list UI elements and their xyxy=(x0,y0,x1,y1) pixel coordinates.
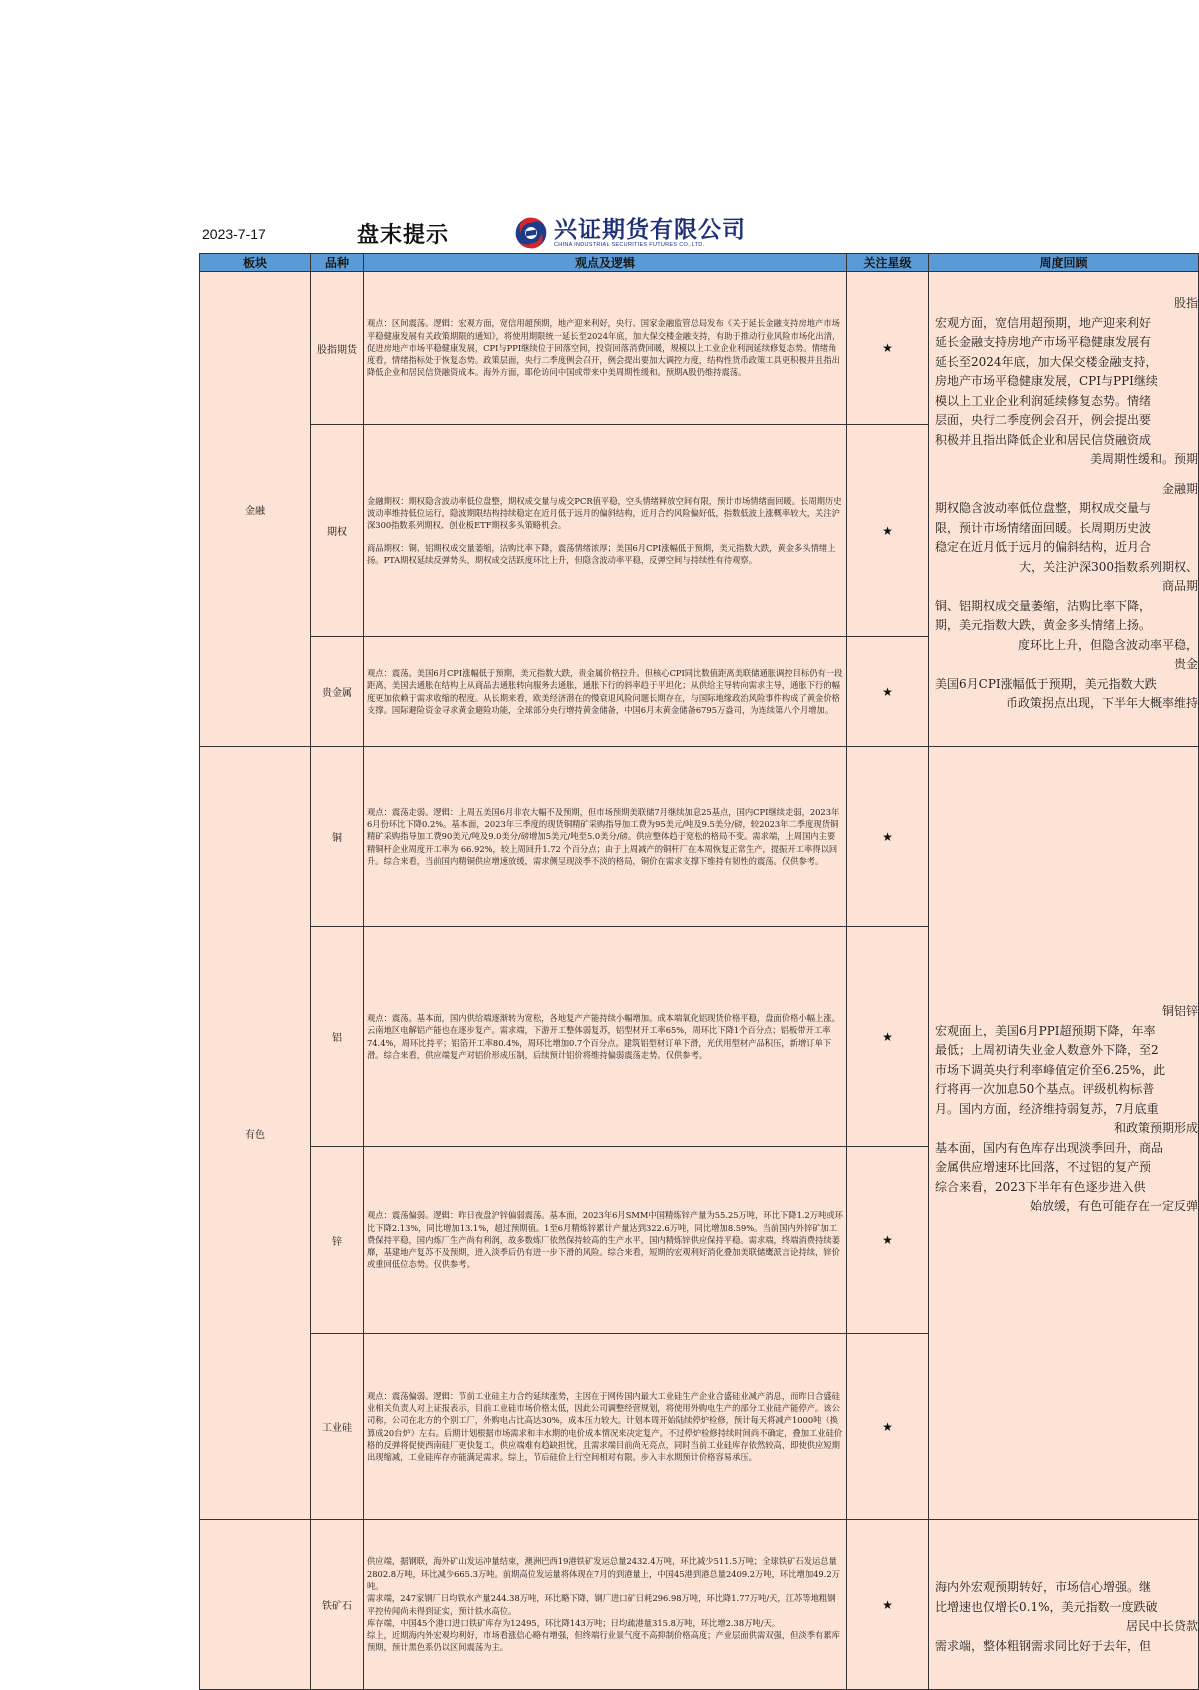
star-rating: ★ xyxy=(847,927,929,1147)
review-line: 股指 xyxy=(1173,296,1198,310)
variety-cell: 贵金属 xyxy=(311,637,364,747)
column-header-review: 周度回顾 xyxy=(929,253,1199,272)
variety-cell: 铁矿石 xyxy=(311,1520,364,1690)
sector-cell-finance: 金融 xyxy=(199,272,311,747)
column-header-variety: 品种 xyxy=(311,253,364,272)
star-rating: ★ xyxy=(847,1334,929,1520)
star-rating: ★ xyxy=(847,1147,929,1334)
logic-text: 观点：震荡。美国6月CPI涨幅低于预期，美元指数大跌，贵金属价格拉升。但核心CPI同比数值距离美联储通胀调控目标仍有一段距离，美国去通胀在结构上从商品去通胀转向服务去通胀，通胀下行的斜率趋于平坦化；从供给主导转向需求主导，通胀下行的幅度更加依赖于需求收缩的程度。从长期来看，欧美经济潜在的慢衰退风险问题长期存在，与国际地缘政治风险事件构成了黄金价格支撑。国际避险资金寻求黄金避险功能，全球部分央行增持黄金储备，中国6月末黄金储备6795万盎司，为连续第八个月增加。 xyxy=(367,667,843,715)
star-rating: ★ xyxy=(847,637,929,747)
review-line: 海内外宏观预期转好，市场信心增强。继 xyxy=(935,1580,1152,1594)
review-line: 行将再一次加息50个基点。评级机构标普 xyxy=(935,1082,1155,1096)
logic-cell xyxy=(364,927,847,1147)
column-header-stars: 关注星级 xyxy=(847,253,929,272)
review-line: 积极并且指出降低企业和居民信贷融资成 xyxy=(935,432,1152,447)
review-line: 大，关注沪深300指数系列期权、 xyxy=(1019,559,1198,574)
review-line xyxy=(935,470,1198,480)
variety-cell: 股指期货 xyxy=(311,272,364,425)
review-line: 限，预计市场情绪面回暖。长周期历史波 xyxy=(935,520,1152,535)
column-header-logic: 观点及逻辑 xyxy=(364,253,847,272)
company-name-cn: 兴证期货有限公司 xyxy=(554,216,746,243)
review-line: 市场下调英央行利率峰值定价至6.25%，此 xyxy=(935,1062,1166,1077)
date-label: 2023-7-17 xyxy=(202,226,266,242)
variety-cell: 铜 xyxy=(311,747,364,927)
logic-cell xyxy=(364,425,847,637)
review-line: 宏观方面，宽信用超预期，地产迎来利好 xyxy=(935,315,1152,330)
review-line: 金属供应增速环比回落，不过铝的复产预 xyxy=(935,1160,1152,1174)
weekly-review-cell xyxy=(929,1520,1199,1690)
document-title: 盘末提示 xyxy=(357,222,450,248)
review-line: 延长金融支持房地产市场平稳健康发展有 xyxy=(935,335,1152,349)
review-line: 基本面，国内有色库存出现淡季回升，商品 xyxy=(935,1140,1164,1155)
review-line: 稳定在近月低于远月的偏斜结构，近月合 xyxy=(935,540,1152,554)
review-line: 和政策预期形成 xyxy=(1113,1121,1198,1135)
review-line: 度环比上升，但隐含波动率平稳， xyxy=(1017,637,1198,652)
logic-text: 商品期权：铜、铝期权成交量萎缩，沽购比率下降，震荡情绪浓厚；美国6月CPI涨幅低于预期，美元指数大跌，黄金多头情绪上扬。PTA期权延续反弹势头，期权成交活跃度环比上升，但隐含波动率平稳，反弹空间与持续性有待观察。 xyxy=(367,542,836,565)
sector-cell-nonferrous: 有色 xyxy=(199,747,311,1520)
variety-cell: 工业硅 xyxy=(311,1334,364,1520)
review-line: 期，美元指数大跌，黄金多头情绪上扬。 xyxy=(935,618,1152,632)
logic-cell xyxy=(364,1147,847,1334)
review-line: 月。国内方面，经济维持弱复苏，7月底重 xyxy=(935,1101,1159,1116)
review-line: 层面，央行二季度例会召开，例会提出要 xyxy=(935,413,1152,427)
review-line: 始放缓，有色可能存在一定反弹 xyxy=(1029,1199,1198,1213)
review-line: 模以上工业企业利润延续修复态势。情绪 xyxy=(935,393,1152,408)
review-line: 币政策拐点出现，下半年大概率维持 xyxy=(1005,696,1198,710)
company-name-en: CHINA INDUSTRIAL SECURITIES FUTURES CO.,LTD. xyxy=(554,242,705,248)
variety-cell: 锌 xyxy=(311,1147,364,1334)
review-line: 最低；上周初请失业金人数意外下降，至2 xyxy=(935,1043,1159,1057)
logic-text: 供应端，据钢联，海外矿山发运冲量结束，澳洲巴西19港铁矿发运总量2432.4万吨，环比减少511.5万吨；全球铁矿石发运总量2802.8万吨，环比减少665.3万吨。前期高位发运量将体现在7月的到港量上，中国45港到港总量2409.2万吨，环比增加49.2万吨。 需求端，247家钢厂日均铁水产量244.38万吨，环比略下降，钢厂进口矿日耗296.98万吨，环比降1.77万吨/天，江苏等地粗钢平控传闻尚未得到证实，预计铁水高位。 库存端，中国45个港口进口铁矿库存为12495，环比降143万吨；日均疏港量315.8万吨，环比增2.38万吨/天。 综上，近期海内外宏观均利好，市场看涨信心略有增强，但终端行业景气度不高抑制价格高度；产业层面供需双强，但淡季有累库预期，预计黑色系仍以区间震荡为主。 xyxy=(367,1556,840,1653)
review-line: 房地产市场平稳健康发展，CPI与PPI继续 xyxy=(935,374,1158,388)
review-line: 美国6月CPI涨幅低于预期，美元指数大跌 xyxy=(935,676,1157,691)
weekly-review-cell xyxy=(929,747,1199,1520)
review-line: 比增速也仅增长0.1%，美元指数一度跌破 xyxy=(935,1599,1158,1614)
logic-text: 观点：震荡走弱。逻辑：上周五美国6月非农大幅不及预期，但市场预期美联储7月继续加息25基点，国内CPI继续走弱，2023年6月份环比下降0.2%。基本面，2023年三季度的现货铜精矿采购指导加工费为95美元/吨及9.5美分/磅，较2023年二季度现货铜精矿采购指导加工费90美元/吨及9.0美分/磅增加5美元/吨至5.0美分/磅。供应整体趋于宽松的格局不变。需求端，上周国内主要精铜杆企业周度开工率为 66.92%，较上周回升1.72 个百分点；由于上周减产的铜杆厂在本周恢复正常生产，提振开工率得以回升。综合来看，当前国内精铜供应增速放缓，需求侧呈现淡季不淡的格局，铜价在需求支撑下维持有韧性的震荡。仅供参考。 xyxy=(367,806,840,866)
star-rating: ★ xyxy=(847,272,929,425)
logic-text: 观点：区间震荡。逻辑：宏观方面，宽信用超预期，地产迎来利好，央行、国家金融监管总局发布《关于延长金融支持房地产市场平稳健康发展有关政策期限的通知》，将使用期限统一延长至2024年底，加大保交楼金融支持，有助于推动行业风险市场化出清，促进房地产市场平稳健康发展，CPI与PPI继续位于回落空间，投资回落消费回暖，规模以上工业企业利润延续修复态势。情绪角度看，情绪指标处于恢复态势。政策层面，央行二季度例会召开，例会提出要加大调控力度，结构性货币政策工具更积极并且指出降低企业和居民信贷融资成本。海外方面，耶伦访问中国或带来中美周期性缓和。预期A股仍维持震荡。 xyxy=(367,318,841,378)
review-line: 宏观面上，美国6月PPI超预期下降，年率 xyxy=(935,1023,1156,1038)
review-line: 综合来看，2023下半年有色逐步进入供 xyxy=(935,1179,1146,1194)
variety-cell: 期权 xyxy=(311,425,364,637)
logic-cell xyxy=(364,747,847,927)
review-line: 商品期 xyxy=(1161,579,1198,593)
star-rating: ★ xyxy=(847,1520,929,1690)
review-line: 贵金 xyxy=(1173,657,1198,671)
logic-text: 金融期权：期权隐含波动率低位盘整，期权成交量与成交PCR值平稳，空头情绪释放空间有限，预计市场情绪面回暖。长周期历史波动率维持低位运行，隐波期限结构持续稳定在近月低于远月的偏斜结构，近月合约风险偏好低，指数低波上涨概率较大，关注沪深300指数系列期权、创业板ETF期权多头策略机会。 xyxy=(367,495,842,531)
logic-cell xyxy=(364,272,847,425)
column-header-sector: 板块 xyxy=(199,253,311,272)
review-line: 期权隐含波动率低位盘整，期权成交量与 xyxy=(935,501,1152,515)
logic-cell xyxy=(364,1334,847,1520)
logic-text: 观点：震荡偏弱。逻辑：昨日夜盘沪锌偏弱震荡。基本面，2023年6月SMM中国精炼锌产量为55.25万吨，环比下降1.2万吨或环比下降2.13%，同比增加13.1%，超过预期值。1至6月精炼锌累计产量达到322.6万吨，同比增加8.59%。当前国内外锌矿加工费保持平稳，国内炼厂生产尚有利润，故多数炼厂依然保持较高的生产水平，国内精炼锌供应保持平稳。需求端，终端消费持续萎靡，基建地产复苏不及预期，进入淡季后仍有进一步下滑的风险。综合来看，短期的宏观利好消化叠加美联储鹰派言论持续，锌价或重回低位态势。仅供参考。 xyxy=(367,1210,843,1270)
sector-cell-black xyxy=(199,1520,311,1690)
review-line: 铜铝锌 xyxy=(1161,1004,1198,1018)
weekly-review-cell xyxy=(929,272,1199,747)
logic-cell xyxy=(364,1520,847,1690)
review-line: 金融期 xyxy=(1161,481,1198,496)
variety-cell: 铝 xyxy=(311,927,364,1147)
logic-cell xyxy=(364,637,847,747)
star-rating: ★ xyxy=(847,425,929,637)
star-rating: ★ xyxy=(847,747,929,927)
review-line: 延长至2024年底，加大保交楼金融支持， xyxy=(935,354,1158,369)
review-line: 铜、铝期权成交量萎缩，沽购比率下降， xyxy=(935,598,1152,613)
review-line: 居民中长贷款 xyxy=(1125,1619,1198,1633)
review-line: 需求端，整体粗钢需求同比好于去年，但 xyxy=(935,1638,1152,1653)
review-line: 美周期性缓和。预期 xyxy=(1089,452,1198,466)
logic-text: 观点：震荡。基本面，国内供给端逐渐转为宽松，各地复产产能持续小幅增加。成本端氧化铝现货价格平稳，盘面价格小幅上涨。云南地区电解铝产能也在逐步复产。需求端，下游开工整体弱复苏，铝型材开工率65%，周环比下降1个百分点；铝板带开工率74.4%，周环比持平；铝箔开工率80.4%，周环比增加0.7个百分点。建筑铝型材订单下滑，光伏用型材产品积压，新增订单下滑。综合来看，供应端复产对铝价形成压制，后续预计铝价将维持偏弱震荡走势。仅供参考。 xyxy=(367,1012,840,1060)
logic-text: 观点：震荡偏弱。逻辑：节前工业硅主力合约延续涨势，主因在于网传国内最大工业硅生产企业合盛硅业减产消息，而昨日合盛硅业相关负责人对上证报表示，目前工业硅市场价格太低，因此公司调整经营规划，将使用外购电生产的部分工业硅产能停产。该公司称，公司在北方的个别工厂，外购电占比高达30%，成本压力较大。计划本周开始陆续停炉检修，预计每天将减产1000吨（换算成20台炉）左右。后期计划根据市场需求和丰水期的电价成本情况来决定复产。不过停炉检修持续时间尚不确定，叠加工业硅价格的反弹将促使西南硅厂更快复工，供应端难有趋缺担忧，且需求端目前尚无亮点，同时当前工业硅库存依然较高，即使供应短期出现缩减，工业硅库存亦能满足需求。综上，节后硅价上行空间相对有限。步入丰水期预计价格容易承压。 xyxy=(367,1390,843,1463)
